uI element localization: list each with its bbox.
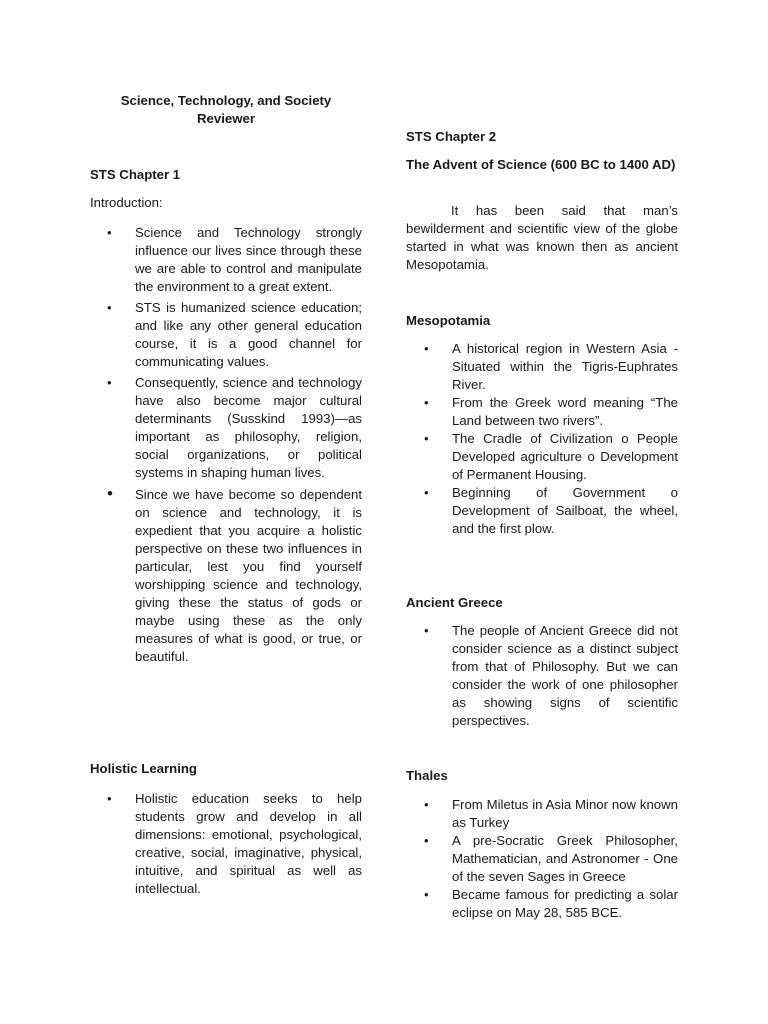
introduction-label: Introduction: (90, 195, 163, 210)
holistic-learning-heading: Holistic Learning (90, 761, 197, 776)
chapter-2-heading: STS Chapter 2 (406, 129, 497, 144)
chapter-2-subheading: The Advent of Science (600 BC to 1400 AD) (406, 157, 676, 172)
document-title (90, 92, 362, 128)
thales-bullet-2: • A pre-Socratic Greek Philosopher, Mathematician, and Astronomer - One of the seven Sages in Greece (452, 832, 678, 886)
ancient-greece-bullet-list (452, 622, 678, 730)
chapter-1-bullet-2: • STS is humanized science education; and like any other general education course, it is a good channel for communicating values. (135, 299, 362, 371)
mesopotamia-bullet-1: • A historical region in Western Asia - Situated within the Tigris-Euphrates River. (452, 340, 678, 394)
thales-bullet-3: • Became famous for predicting a solar eclipse on May 28, 585 BCE. (452, 886, 678, 922)
chapter-1-heading: STS Chapter 1 (90, 167, 181, 182)
holistic-bullet-list (135, 790, 362, 898)
chapter-1-bullet-list (135, 224, 362, 666)
document-title-line-2: Reviewer (197, 111, 255, 126)
chapter-1-bullet-1: • Science and Technology strongly influence our lives since through these we are able to control and manipulate the environment to a great extent. (135, 224, 362, 296)
mesopotamia-bullet-2: • From the Greek word meaning “The Land between two rivers”. (452, 394, 678, 430)
thales-bullet-1: • From Miletus in Asia Minor now known as Turkey (452, 796, 678, 832)
mesopotamia-heading: Mesopotamia (406, 313, 491, 328)
mesopotamia-bullet-4: • Beginning of Government o Development of Sailboat, the wheel, and the first plow. (452, 484, 678, 538)
mesopotamia-bullet-list (452, 340, 678, 538)
thales-bullet-list (452, 796, 678, 922)
chapter-1-bullet-4: • Since we have become so dependent on science and technology, it is expedient that you acquire a holistic perspective on these two influences in particular, lest you find yourself worshipping science and technology, giving these the status of gods or maybe using these as the only measures of what is good, or true, or beautiful. (135, 486, 362, 666)
chapter-2-paragraph: It has been said that man’s bewilderment and scientific view of the globe started in what was known then as ancient Mesopotamia. (406, 203, 678, 272)
chapter-1-bullet-3: • Consequently, science and technology have also become major cultural determinants (Susskind 1993)—as important as philosophy, religion, social organizations, or political systems in shaping human lives. (135, 374, 362, 482)
thales-heading: Thales (406, 768, 448, 783)
document-title-line-1: Science, Technology, and Society (120, 93, 332, 108)
holistic-bullet-1: • Holistic education seeks to help students grow and develop in all dimensions: emotional, psychological, creative, social, imaginative, physical, intuitive, and spiritual as well as intellectual. (135, 790, 362, 898)
ancient-greece-bullet-1: • The people of Ancient Greece did not consider science as a distinct subject from that of Philosophy. But we can consider the work of one philosopher as showing signs of scientific perspectives. (452, 622, 678, 730)
ancient-greece-heading: Ancient Greece (406, 595, 503, 610)
mesopotamia-bullet-3: • The Cradle of Civilization o People Developed agriculture o Development of Permanent Housing. (452, 430, 678, 484)
